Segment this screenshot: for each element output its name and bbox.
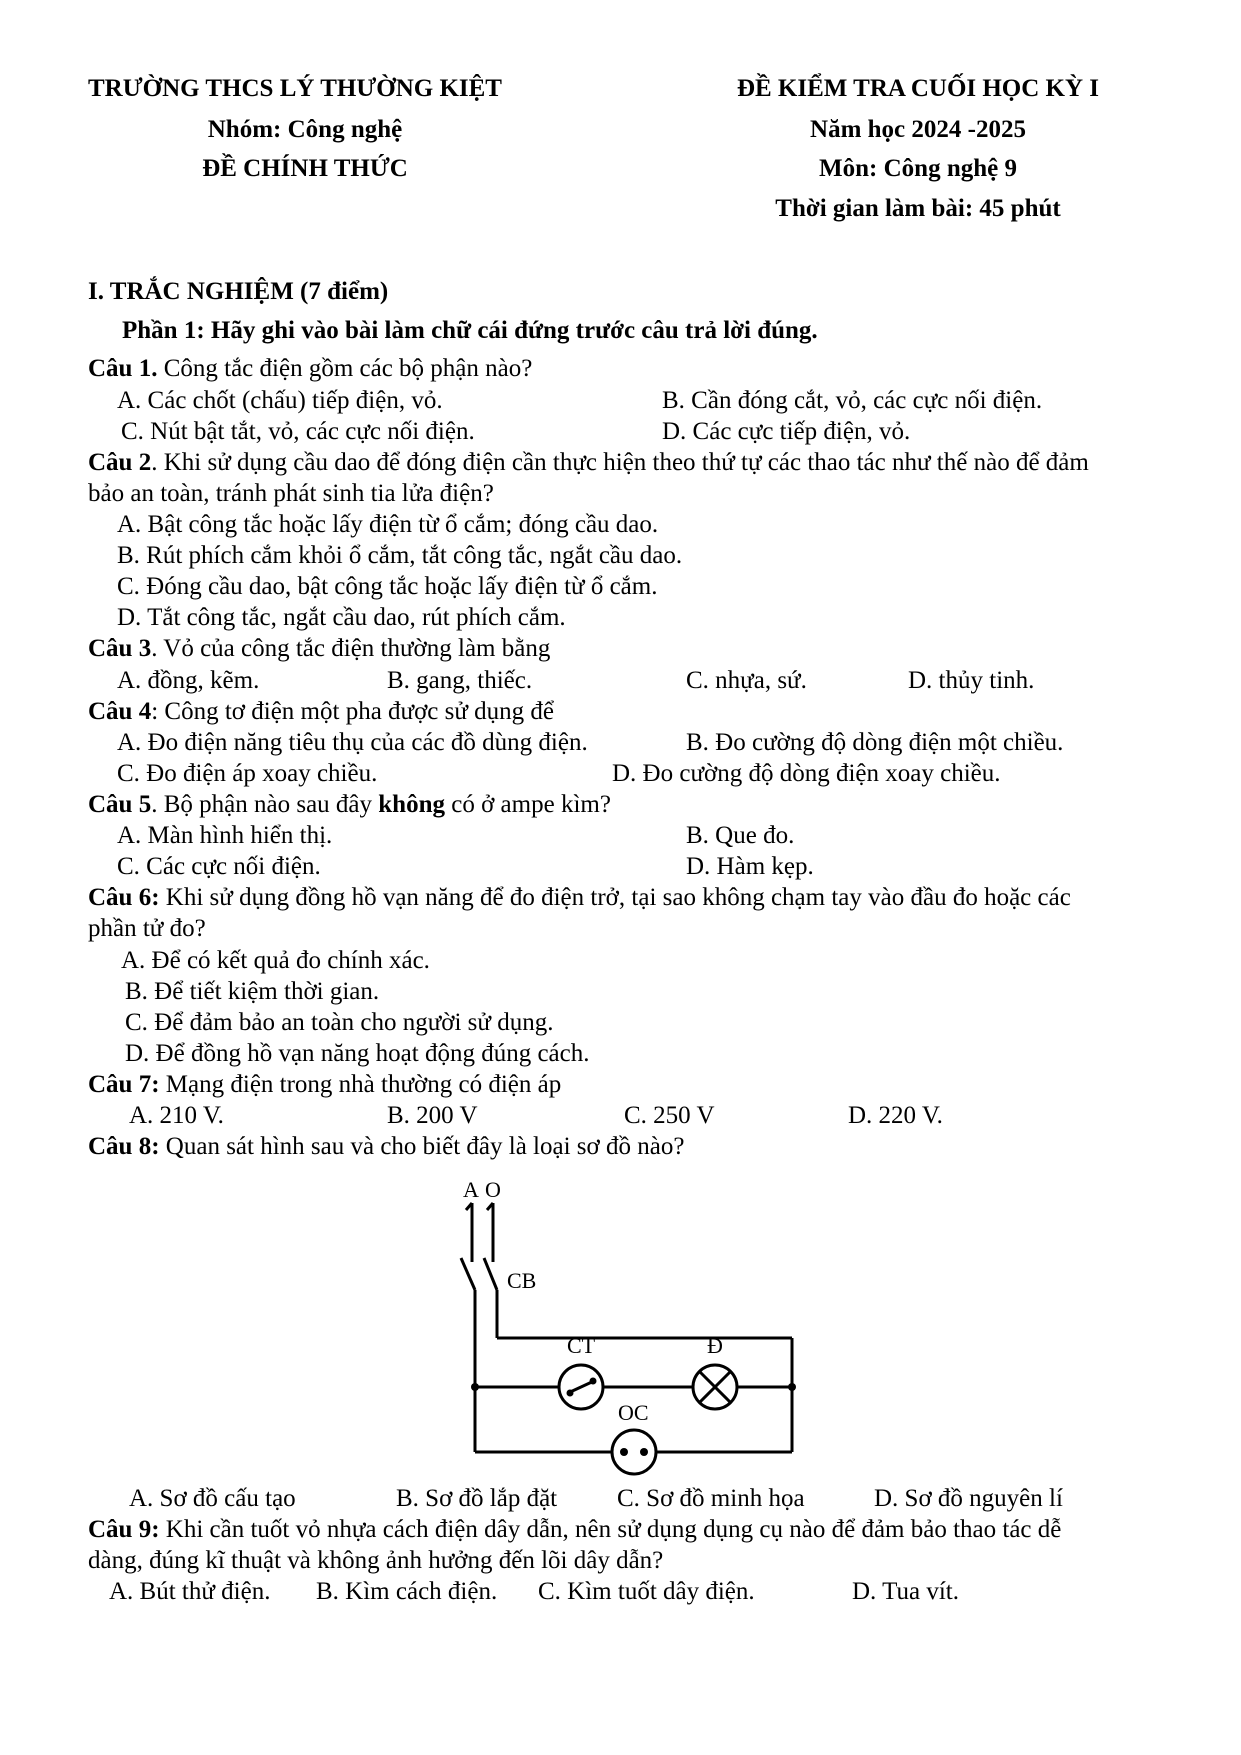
group-name: Nhóm: Công nghệ: [207, 116, 403, 143]
q5-option-a: A. Màn hình hiển thị.: [117, 822, 333, 849]
q7-option-d: D. 220 V.: [848, 1102, 943, 1129]
question-label: Câu 2: [88, 449, 152, 476]
question-text-end: có ở ampe kìm?: [444, 791, 611, 818]
question-text: Quan sát hình sau và cho biết đây là loại sơ đồ nào?: [159, 1133, 685, 1160]
q4-option-d: D. Đo cường độ dòng điện xoay chiều.: [612, 760, 1001, 787]
junction-dot: [471, 1383, 479, 1391]
terminal-o-label: O: [485, 1177, 501, 1202]
q6-option-c: C. Để đảm bảo an toàn cho người sử dụng.: [125, 1009, 554, 1036]
socket-pin: [640, 1448, 648, 1456]
junction-dot: [788, 1383, 796, 1391]
q5-option-d: D. Hàm kẹp.: [686, 853, 814, 880]
question-text: Khi cần tuốt vỏ nhựa cách điện dây dẫn, nên sử dụng dụng cụ nào để đảm bảo thao tác dễ: [159, 1516, 1062, 1543]
question-label: Câu 5: [88, 791, 152, 818]
q7-option-b: B. 200 V: [387, 1102, 478, 1129]
q8-option-d: D. Sơ đồ nguyên lí: [874, 1485, 1063, 1512]
question-text: . Vỏ của công tắc điện thường làm bằng: [151, 635, 551, 662]
exam-title: ĐỀ KIỂM TRA CUỐI HỌC KỲ I: [736, 75, 1100, 102]
q1-option-d: D. Các cực tiếp điện, vỏ.: [662, 418, 911, 445]
school-year: Năm học 2024 -2025: [810, 116, 1026, 143]
q1-option-c: C. Nút bật tắt, vỏ, các cực nối điện.: [121, 418, 475, 445]
question-9-line2: dàng, đúng kĩ thuật và không ảnh hưởng đến lõi dây dẫn?: [88, 1547, 664, 1574]
question-label: Câu 3: [88, 635, 152, 662]
q5-option-b: B. Que đo.: [686, 822, 795, 849]
q6-option-a: A. Để có kết quả đo chính xác.: [121, 947, 430, 974]
lamp-label: Đ: [707, 1333, 723, 1358]
question-label: Câu 9:: [88, 1516, 160, 1543]
q8-option-b: B. Sơ đồ lắp đặt: [396, 1485, 558, 1512]
q7-option-c: C. 250 V: [624, 1102, 715, 1129]
question-text: : Công tơ điện một pha được sử dụng để: [151, 698, 555, 725]
cb-label: CB: [507, 1268, 537, 1293]
question-emphasis: không: [378, 791, 445, 818]
official-label: ĐỀ CHÍNH THỨC: [202, 155, 408, 182]
q8-option-a: A. Sơ đồ cấu tạo: [129, 1485, 296, 1512]
q9-option-b: B. Kìm cách điện.: [316, 1578, 498, 1605]
q4-option-c: C. Đo điện áp xoay chiều.: [117, 760, 378, 787]
q9-option-a: A. Bút thử điện.: [109, 1578, 271, 1605]
q5-option-c: C. Các cực nối điện.: [117, 853, 321, 880]
q2-option-c: C. Đóng cầu dao, bật công tắc hoặc lấy điện từ ổ cắm.: [117, 573, 658, 600]
q2-option-d: D. Tắt công tắc, ngắt cầu dao, rút phích cắm.: [117, 604, 566, 631]
q9-option-d: D. Tua vít.: [852, 1578, 959, 1605]
q3-option-b: B. gang, thiếc.: [387, 667, 533, 694]
q6-option-b: B. Để tiết kiệm thời gian.: [125, 978, 380, 1005]
q8-option-c: C. Sơ đồ minh họa: [617, 1485, 805, 1512]
q7-option-a: A. 210 V.: [129, 1102, 224, 1129]
question-text: Mạng điện trong nhà thường có điện áp: [159, 1071, 562, 1098]
duration: Thời gian làm bài: 45 phút: [775, 195, 1061, 222]
terminal-a-label: A: [463, 1177, 479, 1202]
socket-oc-icon: [612, 1430, 656, 1474]
question-text: Công tắc điện gồm các bộ phận nào?: [157, 355, 533, 382]
q4-option-b: B. Đo cường độ dòng điện một chiều.: [686, 729, 1064, 756]
oc-label: OC: [618, 1400, 649, 1425]
ct-label: CT: [567, 1333, 596, 1358]
q1-option-b: B. Cần đóng cắt, vỏ, các cực nối điện.: [662, 387, 1043, 414]
q1-option-a: A. Các chốt (chấu) tiếp điện, vỏ.: [117, 387, 443, 414]
question-text: . Khi sử dụng cầu dao để đóng điện cần thực hiện theo thứ tự các thao tác như thế nào để đảm: [151, 449, 1089, 476]
question-6-line2: phần tử đo?: [88, 915, 206, 942]
q2-option-b: B. Rút phích cắm khỏi ổ cắm, tắt công tắc, ngắt cầu dao.: [117, 542, 683, 569]
section-title: I. TRẮC NGHIỆM (7 điểm): [88, 278, 389, 305]
question-text: Khi sử dụng đồng hồ vạn năng để đo điện trở, tại sao không chạm tay vào đầu đo hoặc các: [159, 884, 1071, 911]
school-name: TRƯỜNG THCS LÝ THƯỜNG KIỆT: [88, 75, 502, 102]
q3-option-a: A. đồng, kẽm.: [117, 667, 260, 694]
part1-instruction: Phần 1: Hãy ghi vào bài làm chữ cái đứng trước câu trả lời đúng.: [122, 317, 818, 344]
question-label: Câu 7:: [88, 1071, 160, 1098]
question-label: Câu 1.: [88, 355, 158, 382]
question-2-line2: bảo an toàn, tránh phát sinh tia lửa điện?: [88, 480, 494, 507]
switch-contact: [567, 1390, 574, 1397]
question-text: . Bộ phận nào sau đây: [151, 791, 379, 818]
socket-pin: [620, 1448, 628, 1456]
q9-option-c: C. Kìm tuốt dây điện.: [538, 1578, 755, 1605]
question-label: Câu 4: [88, 698, 152, 725]
q4-option-a: A. Đo điện năng tiêu thụ của các đồ dùng điện.: [117, 729, 588, 756]
cb-blade-a: [461, 1258, 475, 1290]
question-9: [88, 1515, 1061, 1545]
q3-option-d: D. thủy tinh.: [908, 667, 1035, 694]
q3-option-c: C. nhựa, sứ.: [686, 667, 807, 694]
subject: Môn: Công nghệ 9: [819, 155, 1017, 182]
q6-option-d: D. Để đồng hồ vạn năng hoạt động đúng cách.: [125, 1040, 590, 1067]
cb-blade-o: [484, 1258, 497, 1290]
question-label: Câu 6:: [88, 884, 160, 911]
question-label: Câu 8:: [88, 1133, 160, 1160]
q2-option-a: A. Bật công tắc hoặc lấy điện từ ổ cắm; đóng cầu dao.: [117, 511, 659, 538]
switch-contact: [590, 1378, 597, 1385]
